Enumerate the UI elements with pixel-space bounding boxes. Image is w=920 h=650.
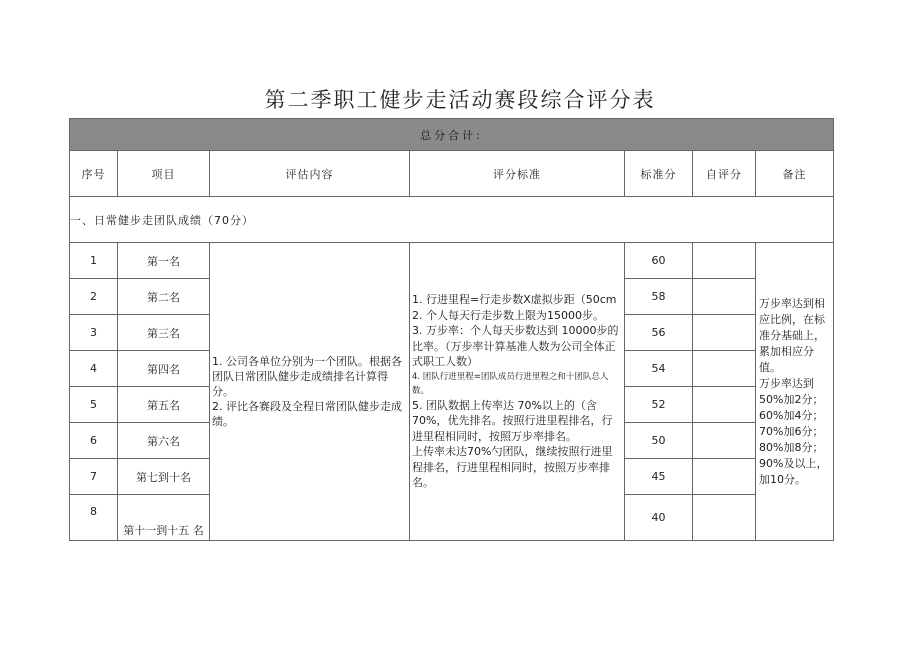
criteria-5: 5. 团队数据上传率达 70%以上的（含70%，优先排名。按照行进里程排名，行进里程相同时，按照万步率排名。: [412, 398, 613, 443]
note-4: 60%加4分；: [759, 408, 824, 422]
row-index: 5: [70, 387, 118, 423]
self-score-cell[interactable]: [693, 495, 756, 541]
note-3: 50%加2分；: [759, 392, 824, 406]
table-row: [70, 243, 834, 279]
total-score-label: 总分合计:: [70, 119, 834, 151]
row-index: 1: [70, 243, 118, 279]
standard-score: 60: [625, 243, 693, 279]
criteria-3: 3. 万步率：个人每天步数达到 10000步的比率。（万步率计算基准人数为公司全体正式职工人数）: [412, 324, 619, 369]
section-title: 一、日常健步走团队成绩（70分）: [70, 197, 834, 243]
criteria-1: 1. 行进里程=行走步数X虚拟步距（50cm: [412, 293, 617, 307]
standard-score: 52: [625, 387, 693, 423]
self-score-cell[interactable]: [693, 243, 756, 279]
header-remark: 备注: [756, 151, 834, 197]
header-criteria: 评分标准: [410, 151, 625, 197]
criteria-2: 2. 个人每天行走步数上限为15000步。: [412, 308, 604, 322]
header-standard-score: 标准分: [625, 151, 693, 197]
note-5: 70%加6分；: [759, 424, 824, 438]
note-6: 80%加8分；: [759, 440, 824, 454]
criteria-4: 4. 团队行进里程=团队成员行进里程之和十团队总人数。: [412, 371, 609, 396]
header-content: 评估内容: [210, 151, 410, 197]
note-2: 万步率达到: [759, 376, 814, 390]
score-table: [69, 118, 834, 541]
standard-score: 54: [625, 351, 693, 387]
standard-score: 56: [625, 315, 693, 351]
content-line-2: 2. 评比各赛段及全程日常团队健步走成绩。: [212, 400, 402, 428]
row-index: 4: [70, 351, 118, 387]
row-item: 第一名: [118, 243, 210, 279]
row-item: 第五名: [118, 387, 210, 423]
content-line-1: 1. 公司各单位分别为一个团队。根据各团队日常团队健步走成绩排名计算得分。: [212, 355, 402, 398]
row-item: 第六名: [118, 423, 210, 459]
standard-score: 45: [625, 459, 693, 495]
row-item: 第三名: [118, 315, 210, 351]
row-index: 8: [70, 495, 118, 541]
header-row: [70, 151, 834, 197]
remark-notes: [756, 243, 834, 541]
row-index: 6: [70, 423, 118, 459]
note-7: 90%及以上，加10分。: [759, 456, 828, 486]
row-item: 第四名: [118, 351, 210, 387]
self-score-cell[interactable]: [693, 387, 756, 423]
scoring-criteria: [410, 243, 625, 541]
page-title: 第二季职工健步走活动赛段综合评分表: [264, 88, 656, 112]
self-score-cell[interactable]: [693, 315, 756, 351]
row-item: 第七到十名: [118, 459, 210, 495]
self-score-cell[interactable]: [693, 459, 756, 495]
header-item: 项目: [118, 151, 210, 197]
header-self-score: 自评分: [693, 151, 756, 197]
row-item: 第二名: [118, 279, 210, 315]
row-index: 3: [70, 315, 118, 351]
header-index: 序号: [70, 151, 118, 197]
note-1: 万步率达到相应比例，在标准分基础上，累加相应分值。: [759, 296, 825, 374]
evaluation-content: [210, 243, 410, 541]
criteria-6: 上传率未达70%勺团队，继续按照行进里程排名，行进里程相同时，按照万步率排名。: [412, 445, 613, 490]
standard-score: 50: [625, 423, 693, 459]
standard-score: 40: [625, 495, 693, 541]
row-item: 第十一到十五 名: [118, 495, 210, 541]
row-index: 2: [70, 279, 118, 315]
self-score-cell[interactable]: [693, 423, 756, 459]
self-score-cell[interactable]: [693, 351, 756, 387]
row-index: 7: [70, 459, 118, 495]
standard-score: 58: [625, 279, 693, 315]
self-score-cell[interactable]: [693, 279, 756, 315]
